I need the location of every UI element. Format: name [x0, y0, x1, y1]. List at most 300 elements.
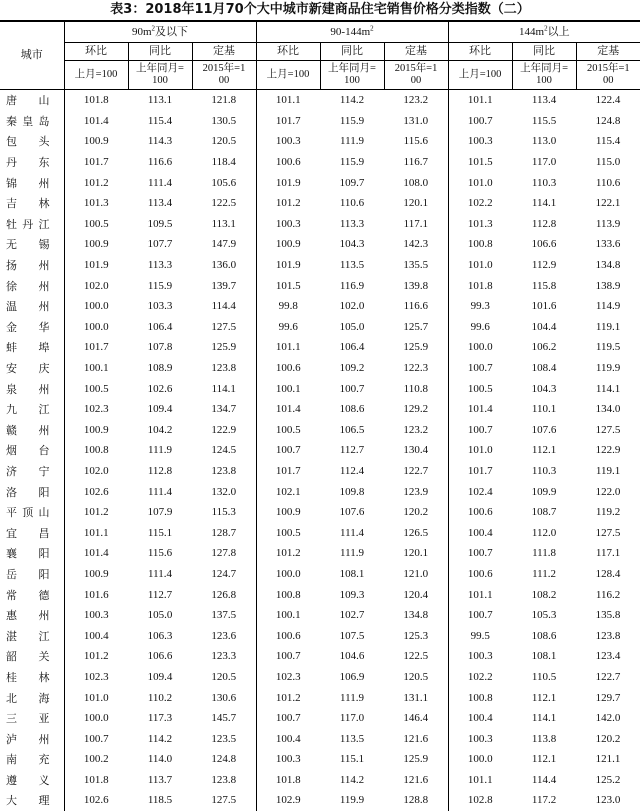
index-value: 132.0: [211, 485, 237, 498]
index-value: 101.1: [64, 522, 128, 543]
table-row: [0, 337, 640, 358]
index-value: 106.3: [147, 629, 173, 642]
city-name: 泸州: [6, 732, 50, 746]
table-title: 表3：2018年11月70个大中城市新建商品住宅销售价格分类指数（二）: [110, 2, 530, 17]
index-value: 110.3: [531, 464, 557, 477]
index-value: 101.0: [448, 172, 512, 193]
table-row: [0, 584, 640, 605]
index-value: 113.9: [595, 217, 621, 230]
index-value: 100.7: [256, 440, 320, 461]
index-value: 100.4: [256, 728, 320, 749]
index-value: 105.0: [147, 609, 173, 622]
index-value: 105.6: [211, 176, 237, 189]
index-value: 113.7: [147, 773, 173, 786]
index-value: 100.7: [448, 358, 512, 379]
index-value: 142.3: [403, 238, 429, 251]
index-value: 123.5: [211, 732, 237, 745]
table-row: [0, 687, 640, 708]
index-value: 122.4: [595, 94, 621, 107]
index-value: 134.8: [595, 259, 621, 272]
index-value: 114.1: [211, 382, 236, 395]
metric-header: 定基: [576, 43, 640, 61]
index-value: 115.9: [147, 279, 173, 292]
index-value: 114.1: [531, 712, 557, 725]
index-value: 112.1: [531, 753, 557, 766]
index-value: 101.2: [256, 193, 320, 214]
table-row: [0, 646, 640, 667]
index-value: 103.3: [147, 300, 173, 313]
index-value: 106.6: [531, 238, 557, 251]
index-value: 112.7: [147, 588, 173, 601]
index-value: 101.0: [448, 255, 512, 276]
index-value: 116.9: [339, 279, 365, 292]
index-value: 102.9: [256, 790, 320, 811]
index-value: 110.6: [595, 176, 621, 189]
city-name: 赣州: [6, 423, 50, 437]
index-value: 100.8: [256, 584, 320, 605]
group-header-small: $90m^2$及以下: [64, 21, 256, 43]
price-index-table: [0, 20, 640, 811]
table-row: [0, 605, 640, 626]
index-value: 104.3: [531, 382, 557, 395]
index-value: 113.1: [211, 217, 236, 230]
index-value: 100.1: [64, 358, 128, 379]
index-value: 123.9: [403, 485, 429, 498]
index-value: 101.5: [448, 152, 512, 173]
index-value: 120.2: [403, 506, 429, 519]
index-value: 117.3: [147, 712, 173, 725]
index-value: 101.4: [64, 543, 128, 564]
index-value: 125.9: [403, 341, 429, 354]
index-value: 113.1: [147, 94, 173, 107]
index-value: 107.5: [339, 629, 365, 642]
index-value: 108.6: [531, 629, 557, 642]
index-value: 100.7: [448, 543, 512, 564]
index-value: 113.3: [147, 259, 173, 272]
index-value: 100.2: [64, 749, 128, 770]
city-name: 宜昌: [6, 526, 50, 540]
index-value: 101.5: [256, 275, 320, 296]
city-name: 扬州: [6, 259, 50, 273]
index-value: 119.2: [595, 506, 621, 519]
index-value: 123.6: [211, 629, 237, 642]
table-row: [0, 358, 640, 379]
index-value: 121.1: [595, 753, 621, 766]
metric-header: 环比: [256, 43, 320, 61]
table-row: [0, 111, 640, 132]
index-value: 111.8: [532, 547, 557, 560]
city-name: 徐州: [6, 279, 50, 293]
index-value: 100.7: [64, 728, 128, 749]
index-value: 112.0: [531, 526, 557, 539]
city-name: 安庆: [6, 362, 50, 376]
index-value: 125.9: [211, 341, 237, 354]
index-value: 101.2: [64, 646, 128, 667]
index-value: 110.8: [403, 382, 428, 395]
city-name: 常德: [6, 588, 50, 602]
index-value: 110.3: [531, 176, 557, 189]
index-value: 123.8: [211, 464, 237, 477]
index-value: 106.6: [147, 650, 173, 663]
base-period-header: 上年同月= 100: [320, 61, 384, 90]
index-value: 115.5: [531, 114, 557, 127]
index-value: 114.4: [211, 300, 236, 313]
index-value: 105.0: [339, 320, 365, 333]
index-value: 115.9: [339, 114, 365, 127]
index-value: 109.9: [531, 485, 557, 498]
index-value: 102.3: [256, 667, 320, 688]
index-value: 142.0: [595, 712, 621, 725]
index-value: 123.8: [211, 362, 237, 375]
index-value: 100.9: [64, 234, 128, 255]
index-value: 107.6: [531, 423, 557, 436]
index-value: 100.7: [256, 646, 320, 667]
index-value: 121.0: [403, 567, 429, 580]
index-value: 122.5: [211, 197, 237, 210]
index-value: 100.5: [64, 214, 128, 235]
base-period-header: 上年同月= 100: [512, 61, 576, 90]
city-name: 吉林: [6, 197, 50, 211]
index-value: 110.1: [531, 403, 557, 416]
index-value: 116.7: [403, 156, 428, 169]
city-name: 烟台: [6, 444, 50, 458]
index-value: 119.9: [339, 794, 365, 807]
index-value: 115.8: [531, 279, 557, 292]
index-value: 117.1: [595, 547, 621, 560]
index-value: 112.8: [531, 217, 557, 230]
index-value: 119.9: [595, 362, 621, 375]
index-value: 135.8: [595, 609, 621, 622]
base-period-header: 上年同月= 100: [128, 61, 192, 90]
index-value: 100.4: [64, 625, 128, 646]
index-value: 106.4: [339, 341, 365, 354]
index-value: 139.7: [211, 279, 237, 292]
index-value: 100.3: [256, 131, 320, 152]
index-value: 122.5: [403, 650, 429, 663]
index-value: 147.9: [211, 238, 237, 251]
index-value: 127.5: [595, 526, 621, 539]
index-value: 99.8: [256, 296, 320, 317]
index-value: 106.9: [339, 670, 365, 683]
index-value: 102.6: [147, 382, 173, 395]
index-value: 123.0: [595, 794, 621, 807]
index-value: 101.2: [64, 172, 128, 193]
index-value: 101.7: [448, 461, 512, 482]
city-name: 泉州: [6, 382, 50, 396]
index-value: 115.4: [147, 114, 173, 127]
index-value: 100.9: [64, 420, 128, 441]
index-value: 113.0: [531, 135, 557, 148]
index-value: 101.2: [256, 543, 320, 564]
index-value: 111.4: [148, 485, 172, 498]
base-period-header: 上月=100: [256, 61, 320, 90]
index-value: 100.0: [64, 296, 128, 317]
index-value: 100.0: [448, 749, 512, 770]
index-value: 119.5: [595, 341, 621, 354]
index-value: 100.0: [64, 317, 128, 338]
table-row: [0, 728, 640, 749]
index-value: 122.7: [403, 464, 429, 477]
index-value: 123.2: [403, 423, 429, 436]
index-value: 117.2: [531, 794, 557, 807]
index-value: 101.1: [448, 584, 512, 605]
index-value: 125.3: [403, 629, 429, 642]
index-value: 136.0: [211, 259, 237, 272]
index-value: 111.4: [340, 526, 364, 539]
index-value: 108.2: [531, 588, 557, 601]
base-period-header: 2015年=1 00: [576, 61, 640, 90]
city-name: 济宁: [6, 464, 50, 478]
index-value: 118.5: [147, 794, 173, 807]
index-value: 109.5: [147, 217, 173, 230]
index-value: 134.7: [211, 403, 237, 416]
city-name: 锦州: [6, 176, 50, 190]
group-header-medium: $90-144m^2$: [256, 21, 448, 43]
index-value: 100.5: [256, 420, 320, 441]
metric-header: 同比: [512, 43, 576, 61]
index-value: 100.0: [448, 337, 512, 358]
index-value: 131.1: [403, 691, 429, 704]
index-value: 101.4: [256, 399, 320, 420]
table-row: [0, 770, 640, 791]
index-value: 109.4: [147, 670, 173, 683]
index-value: 101.2: [256, 687, 320, 708]
index-value: 106.4: [147, 320, 173, 333]
index-value: 124.7: [211, 567, 237, 580]
index-value: 101.8: [64, 90, 128, 111]
index-value: 100.0: [256, 564, 320, 585]
index-value: 101.1: [256, 90, 320, 111]
index-value: 102.6: [64, 790, 128, 811]
index-value: 99.5: [448, 625, 512, 646]
index-value: 129.7: [595, 691, 621, 704]
table-row: [0, 708, 640, 729]
index-value: 111.9: [340, 547, 364, 560]
table-row: [0, 420, 640, 441]
index-value: 99.6: [256, 317, 320, 338]
index-value: 112.9: [531, 259, 557, 272]
index-value: 108.1: [339, 567, 365, 580]
index-value: 99.6: [448, 317, 512, 338]
base-period-header: 2015年=1 00: [192, 61, 256, 90]
index-value: 122.7: [595, 670, 621, 683]
city-name: 丹东: [6, 156, 50, 170]
index-value: 101.2: [64, 502, 128, 523]
index-value: 108.6: [339, 403, 365, 416]
index-value: 125.2: [595, 773, 621, 786]
index-value: 100.6: [448, 502, 512, 523]
index-value: 110.2: [147, 691, 173, 704]
index-value: 124.5: [211, 444, 237, 457]
index-value: 131.0: [403, 114, 429, 127]
city-name: 无锡: [6, 238, 50, 252]
index-value: 112.8: [147, 464, 173, 477]
index-value: 133.6: [595, 238, 621, 251]
index-value: 122.1: [595, 197, 621, 210]
index-value: 122.0: [595, 485, 621, 498]
metric-header: 同比: [128, 43, 192, 61]
city-name: 包头: [6, 135, 50, 149]
index-value: 105.3: [531, 609, 557, 622]
index-value: 100.6: [256, 358, 320, 379]
index-value: 100.3: [448, 728, 512, 749]
index-value: 121.6: [403, 732, 429, 745]
index-value: 120.1: [403, 547, 429, 560]
table-row: [0, 749, 640, 770]
table-row: [0, 296, 640, 317]
city-name: 三亚: [6, 712, 50, 726]
index-value: 100.4: [448, 708, 512, 729]
index-value: 100.8: [448, 687, 512, 708]
table-row: [0, 378, 640, 399]
index-value: 115.0: [595, 156, 621, 169]
table-row: [0, 214, 640, 235]
table-row: [0, 275, 640, 296]
index-value: 126.8: [211, 588, 237, 601]
index-value: 128.4: [595, 567, 621, 580]
table-row: [0, 172, 640, 193]
index-value: 101.6: [64, 584, 128, 605]
index-value: 114.9: [595, 300, 621, 313]
table-row: [0, 131, 640, 152]
index-value: 104.2: [147, 423, 173, 436]
index-value: 109.8: [339, 485, 365, 498]
city-name: 洛阳: [6, 485, 50, 499]
index-value: 100.6: [256, 625, 320, 646]
index-value: 108.7: [531, 506, 557, 519]
index-value: 120.5: [403, 670, 429, 683]
index-value: 111.4: [148, 567, 172, 580]
index-value: 102.4: [448, 481, 512, 502]
city-name: 桂林: [6, 670, 50, 684]
index-value: 107.6: [339, 506, 365, 519]
index-value: 120.4: [403, 588, 429, 601]
index-value: 114.3: [147, 135, 173, 148]
index-value: 100.9: [256, 502, 320, 523]
table-row: [0, 152, 640, 173]
table-row: [0, 399, 640, 420]
index-value: 122.9: [595, 444, 621, 457]
index-value: 117.1: [403, 217, 428, 230]
city-name: 岳阳: [6, 567, 50, 581]
index-value: 127.5: [211, 320, 237, 333]
table-row: [0, 564, 640, 585]
index-value: 110.5: [531, 670, 557, 683]
table-row: [0, 193, 640, 214]
index-value: 100.9: [64, 564, 128, 585]
index-value: 102.3: [64, 399, 128, 420]
index-value: 116.6: [147, 156, 173, 169]
index-value: 100.3: [64, 605, 128, 626]
index-value: 111.9: [340, 135, 364, 148]
table-row: [0, 317, 640, 338]
index-value: 123.8: [211, 773, 237, 786]
index-value: 116.6: [403, 300, 428, 313]
index-value: 113.4: [147, 197, 173, 210]
index-value: 114.2: [147, 732, 173, 745]
index-value: 102.6: [64, 481, 128, 502]
index-value: 118.4: [211, 156, 236, 169]
table-row: [0, 255, 640, 276]
city-name: 九江: [6, 403, 50, 417]
index-value: 101.0: [64, 687, 128, 708]
index-value: 106.5: [339, 423, 365, 436]
index-value: 101.1: [448, 90, 512, 111]
index-value: 115.6: [147, 547, 173, 560]
index-value: 100.1: [256, 378, 320, 399]
index-value: 100.7: [256, 708, 320, 729]
index-value: 101.1: [256, 337, 320, 358]
index-value: 106.2: [531, 341, 557, 354]
city-name: 湛江: [6, 629, 50, 643]
index-value: 114.4: [531, 773, 557, 786]
index-value: 100.8: [448, 234, 512, 255]
table-row: [0, 90, 640, 111]
index-value: 117.0: [531, 156, 557, 169]
index-value: 100.7: [339, 382, 365, 395]
index-value: 101.3: [448, 214, 512, 235]
index-value: 130.6: [211, 691, 237, 704]
table-row: [0, 502, 640, 523]
index-value: 108.4: [531, 362, 557, 375]
city-name: 北海: [6, 691, 50, 705]
index-value: 123.3: [211, 650, 237, 663]
city-name: 温州: [6, 300, 50, 314]
index-value: 112.4: [339, 464, 365, 477]
index-value: 115.3: [211, 506, 236, 519]
index-value: 100.3: [256, 749, 320, 770]
index-value: 102.0: [64, 461, 128, 482]
city-name: 襄阳: [6, 547, 50, 561]
metric-header: 环比: [448, 43, 512, 61]
index-value: 138.9: [595, 279, 621, 292]
index-value: 127.5: [211, 794, 237, 807]
index-value: 129.2: [403, 403, 429, 416]
index-value: 117.0: [339, 712, 365, 725]
table-row: [0, 481, 640, 502]
index-value: 111.9: [340, 691, 364, 704]
index-value: 100.3: [448, 646, 512, 667]
index-value: 102.0: [64, 275, 128, 296]
index-value: 101.3: [64, 193, 128, 214]
index-value: 109.3: [339, 588, 365, 601]
index-value: 102.0: [339, 300, 365, 313]
index-value: 111.9: [148, 444, 172, 457]
index-value: 100.5: [448, 378, 512, 399]
index-value: 107.8: [147, 341, 173, 354]
index-value: 100.8: [64, 440, 128, 461]
base-period-header: 上月=100: [448, 61, 512, 90]
index-value: 126.5: [403, 526, 429, 539]
index-value: 102.7: [339, 609, 365, 622]
index-value: 102.2: [448, 193, 512, 214]
index-value: 115.6: [403, 135, 428, 148]
city-name: 蚌埠: [6, 341, 50, 355]
table-row: [0, 522, 640, 543]
group-header-large: $144m^2$以上: [448, 21, 640, 43]
index-value: 102.8: [448, 790, 512, 811]
index-value: 123.2: [403, 94, 429, 107]
index-value: 123.8: [595, 629, 621, 642]
index-value: 111.4: [148, 176, 172, 189]
index-value: 100.5: [256, 522, 320, 543]
table-row: [0, 543, 640, 564]
index-value: 101.9: [256, 172, 320, 193]
index-value: 134.8: [403, 609, 429, 622]
index-value: 115.1: [147, 526, 173, 539]
index-value: 115.4: [595, 135, 621, 148]
index-value: 100.7: [448, 420, 512, 441]
